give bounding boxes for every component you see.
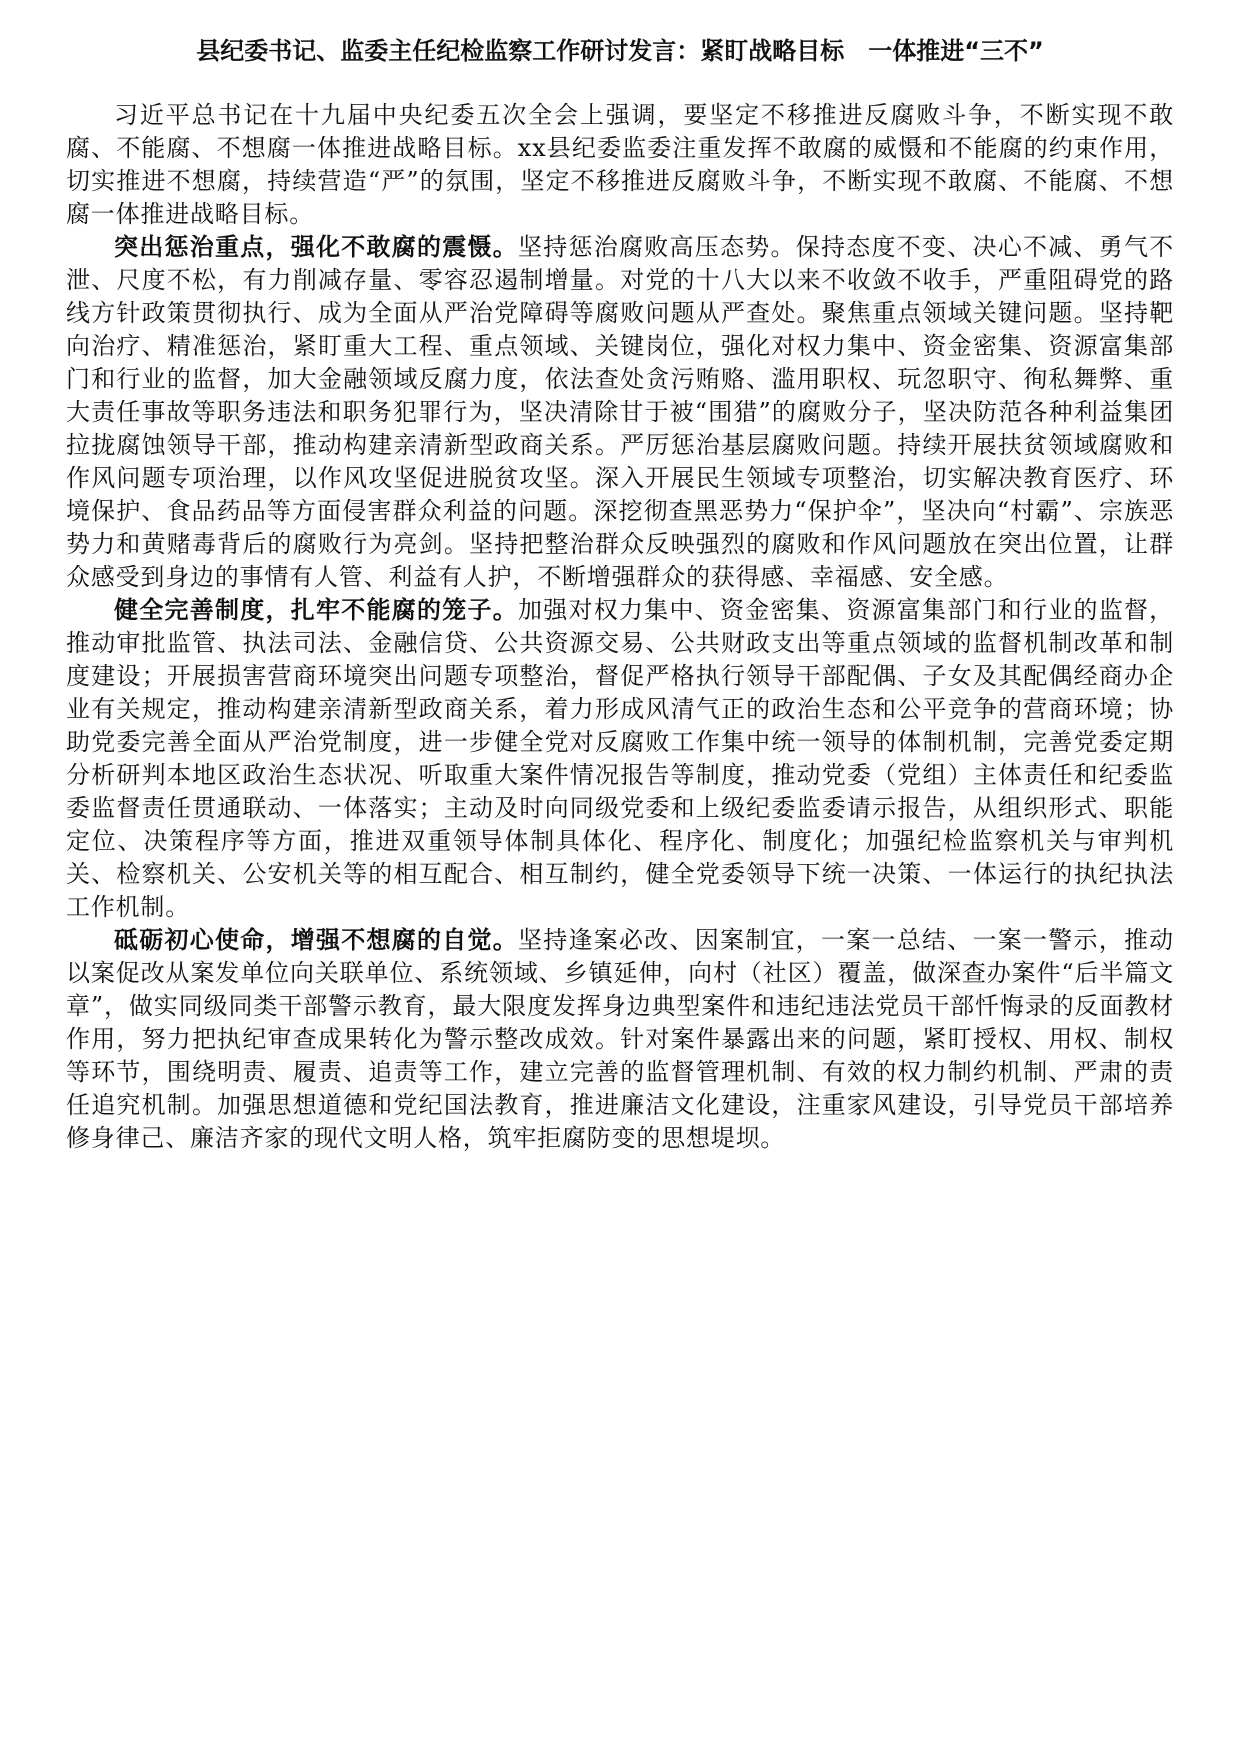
section-heading-3: 砥砺初心使命，增强不想腐的自觉。 [114, 926, 518, 954]
section-paragraph-1 [66, 231, 1174, 594]
section-heading-1: 突出惩治重点，强化不敢腐的震慑。 [114, 233, 518, 261]
document-body [66, 99, 1174, 1155]
section-heading-2: 健全完善制度，扎牢不能腐的笼子。 [114, 596, 518, 624]
section-text-3: 坚持逢案必改、因案制宜，一案一总结、一案一警示，推动以案促改从案发单位向关联单位、系统领域、乡镇延伸，向村（社区）覆盖，做深查办案件“后半篇文章”，做实同级同类干部警示教育，最大限度发挥身边典型案件和违纪违法党员干部忏悔录的反面教材作用，努力把执纪审查成果转化为警示整改成效。针对案件暴露出来的问题，紧盯授权、用权、制权等环节，围绕明责、履责、追责等工作，建立完善的监督管理机制、有效的权力制约机制、严肃的责任追究机制。加强思想道德和党纪国法教育，推进廉洁文化建设，注重家风建设，引导党员干部培养修身律己、廉洁齐家的现代文明人格，筑牢拒腐防变的思想堤坝。 [66, 926, 1174, 1152]
intro-paragraph: 习近平总书记在十九届中央纪委五次全会上强调，要坚定不移推进反腐败斗争，不断实现不敢腐、不能腐、不想腐一体推进战略目标。xx县纪委监委注重发挥不敢腐的威慑和不能腐的约束作用，切实推进不想腐，持续营造“严”的氛围，坚定不移推进反腐败斗争，不断实现不敢腐、不能腐、不想腐一体推进战略目标。 [66, 101, 1174, 228]
section-paragraph-2 [66, 594, 1174, 924]
section-paragraph-3 [66, 924, 1174, 1155]
document-title: 县纪委书记、监委主任纪检监察工作研讨发言：紧盯战略目标 一体推进“三不” [196, 37, 1044, 65]
section-text-2: 加强对权力集中、资金密集、资源富集部门和行业的监督，推动审批监管、执法司法、金融信贷、公共资源交易、公共财政支出等重点领域的监督机制改革和制度建设；开展损害营商环境突出问题专项整治，督促严格执行领导干部配偶、子女及其配偶经商办企业有关规定，推动构建亲清新型政商关系，着力形成风清气正的政治生态和公平竞争的营商环境；协助党委完善全面从严治党制度，进一步健全党对反腐败工作集中统一领导的体制机制，完善党委定期分析研判本地区政治生态状况、听取重大案件情况报告等制度，推动党委（党组）主体责任和纪委监委监督责任贯通联动、一体落实；主动及时向同级党委和上级纪委监委请示报告，从组织形式、职能定位、决策程序等方面，推进双重领导体制具体化、程序化、制度化；加强纪检监察机关与审判机关、检察机关、公安机关等的相互配合、相互制约，健全党委领导下统一决策、一体运行的执纪执法工作机制。 [66, 596, 1174, 921]
section-text-1: 坚持惩治腐败高压态势。保持态度不变、决心不减、勇气不泄、尺度不松，有力削减存量、零容忍遏制增量。对党的十八大以来不收敛不收手，严重阻碍党的路线方针政策贯彻执行、成为全面从严治党障碍等腐败问题从严查处。聚焦重点领域关键问题。坚持靶向治疗、精准惩治，紧盯重大工程、重点领域、关键岗位，强化对权力集中、资金密集、资源富集部门和行业的监督，加大金融领域反腐力度，依法查处贪污贿赂、滥用职权、玩忽职守、徇私舞弊、重大责任事故等职务违法和职务犯罪行为，坚决清除甘于被“围猎”的腐败分子，坚决防范各种利益集团拉拢腐蚀领导干部，推动构建亲清新型政商关系。严厉惩治基层腐败问题。持续开展扶贫领域腐败和作风问题专项治理，以作风攻坚促进脱贫攻坚。深入开展民生领域专项整治，切实解决教育医疗、环境保护、食品药品等方面侵害群众利益的问题。深挖彻查黑恶势力“保护伞”，坚决向“村霸”、宗族恶势力和黄赌毒背后的腐败行为亮剑。坚持把整治群众反映强烈的腐败和作风问题放在突出位置，让群众感受到身边的事情有人管、利益有人护，不断增强群众的获得感、幸福感、安全感。 [66, 233, 1174, 591]
